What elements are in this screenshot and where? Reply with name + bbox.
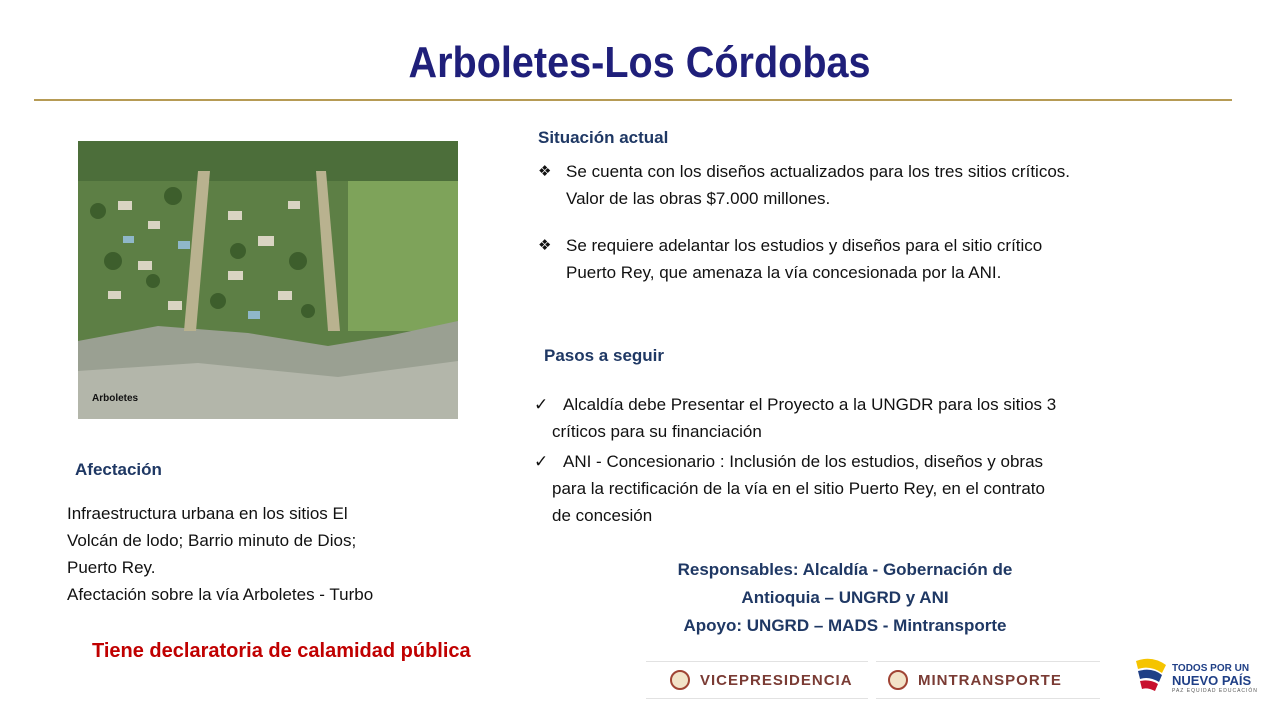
pasos-item-line: ANI - Concesionario : Inclusión de los estudios, diseños y obras bbox=[563, 452, 1044, 471]
afectacion-line: Afectación sobre la vía Arboletes - Turbo bbox=[67, 585, 374, 604]
colombia-seal-icon bbox=[670, 670, 690, 690]
situacion-bullet-2 bbox=[538, 232, 1048, 286]
gov-slogan-line: NUEVO PAÍS bbox=[1172, 673, 1252, 688]
afectacion-line: Volcán de lodo; Barrio minuto de Dios; bbox=[67, 531, 357, 550]
vicepresidencia-logo bbox=[646, 661, 868, 699]
situacion-heading: Situación actual bbox=[538, 128, 669, 147]
checkmark-icon: ✓ bbox=[534, 452, 549, 471]
situacion-bullet-1 bbox=[538, 158, 1070, 212]
vicepresidencia-label: VICEPRESIDENCIA bbox=[700, 671, 853, 689]
todos-por-un-nuevo-pais-logo bbox=[1132, 655, 1262, 703]
pasos-item-line: de concesión bbox=[552, 506, 653, 525]
pasos-item-1 bbox=[534, 391, 1214, 445]
gov-subtitle: PAZ EQUIDAD EDUCACIÓN bbox=[1172, 688, 1258, 694]
title-divider bbox=[34, 99, 1232, 101]
afectacion-text bbox=[67, 500, 487, 608]
responsables-block bbox=[640, 556, 1050, 640]
mintransporte-label: MINTRANSPORTE bbox=[918, 671, 1062, 689]
colombia-seal-icon bbox=[888, 670, 908, 690]
calamidad-notice: Tiene declaratoria de calamidad pública bbox=[92, 640, 471, 662]
pasos-heading: Pasos a seguir bbox=[544, 346, 665, 365]
responsables-line: Responsables: Alcaldía - Gobernación de bbox=[677, 560, 1013, 579]
photo-caption: Arboletes bbox=[92, 393, 139, 404]
diamond-bullet-icon: ❖ bbox=[538, 163, 552, 180]
checkmark-icon: ✓ bbox=[534, 395, 549, 414]
gov-slogan-line: TODOS POR UN bbox=[1172, 663, 1250, 674]
gov-slogan bbox=[1172, 663, 1251, 688]
diamond-bullet-icon: ❖ bbox=[538, 237, 552, 254]
aerial-photo-illustration bbox=[78, 141, 458, 419]
pasos-item-line: para la rectificación de la vía en el sitio Puerto Rey, en el contrato bbox=[552, 479, 1045, 498]
mintransporte-logo bbox=[876, 661, 1100, 699]
pasos-item-line: críticos para su financiación bbox=[552, 422, 762, 441]
pasos-item-2 bbox=[534, 448, 1214, 529]
aerial-photo bbox=[78, 141, 458, 419]
afectacion-line: Infraestructura urbana en los sitios El bbox=[67, 504, 348, 523]
page-title: Arboletes-Los Córdobas bbox=[408, 38, 871, 87]
colombia-flag-swoosh-icon bbox=[1132, 655, 1170, 701]
afectacion-line: Puerto Rey. bbox=[67, 558, 156, 577]
responsables-line: Antioquia – UNGRD y ANI bbox=[741, 588, 949, 607]
situacion-bullet-text: Se cuenta con los diseños actualizados para los tres sitios críticos. Valor de las obras $7.000 millones. bbox=[566, 162, 1070, 208]
apoyo-line: Apoyo: UNGRD – MADS - Mintransporte bbox=[683, 616, 1007, 635]
pasos-item-line: Alcaldía debe Presentar el Proyecto a la UNGDR para los sitios 3 bbox=[563, 395, 1057, 414]
situacion-bullet-text: Se requiere adelantar los estudios y diseños para el sitio crítico Puerto Rey, que amenaza la vía concesionada por la ANI. bbox=[566, 236, 1043, 282]
afectacion-heading: Afectación bbox=[75, 460, 162, 479]
